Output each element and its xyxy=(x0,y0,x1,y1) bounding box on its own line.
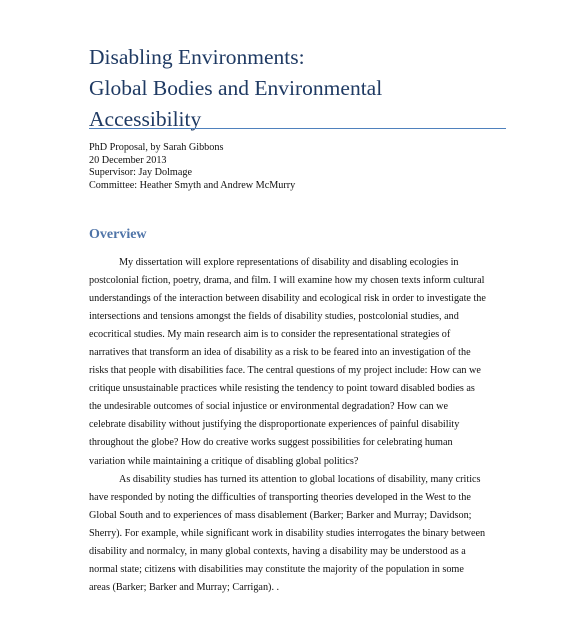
title-line: Global Bodies and Environmental xyxy=(89,76,383,100)
text-line: areas (Barker; Barker and Murray; Carrigan). . xyxy=(89,581,280,593)
text-line: understandings of the interaction between disability and ecological risk in order to investigate the xyxy=(89,293,486,305)
paragraph-2 xyxy=(89,471,506,597)
text-line: postcolonial fiction, poetry, drama, and film. I will examine how my chosen texts inform cultural xyxy=(89,275,485,287)
text-line: celebrate disability without justifying the disproportionate experiences of painful disability xyxy=(89,419,460,431)
text-line: variation while maintaining a critique of disabling global politics? xyxy=(89,455,359,467)
text-line: Global South and to experiences of mass disablement (Barker; Barker and Murray; Davidson; xyxy=(89,509,472,521)
text-line: critique unsustainable practices while resisting the tendency to point toward disabled bodies as xyxy=(89,383,475,395)
title-divider xyxy=(89,128,506,129)
text-line: disability and normalcy, in many global contexts, having a disability may be understood as a xyxy=(89,545,466,557)
committee-line: Committee: Heather Smyth and Andrew McMurry xyxy=(89,179,296,191)
text-line: throughout the globe? How do creative works suggest possibilities for celebrating human xyxy=(89,437,453,449)
supervisor-line: Supervisor: Jay Dolmage xyxy=(89,167,192,179)
date-line: 20 December 2013 xyxy=(89,154,167,166)
text-line: risks that people with disabilities face. The central questions of my project include: How can we xyxy=(89,365,481,377)
text-line: have responded by noting the difficulties of transporting theories developed in the West to the xyxy=(89,491,471,503)
text-line: Sherry). For example, while significant work in disability studies interrogates the binary between xyxy=(89,527,486,539)
text-line: intersections and tensions amongst the fields of disability studies, postcolonial studies, and xyxy=(89,311,459,323)
paragraph-1 xyxy=(89,254,506,471)
document-title xyxy=(89,42,529,135)
text-line: normal state; citizens with disabilities may constitute the majority of the population in some xyxy=(89,563,464,575)
text-line: the undesirable outcomes of social injustice or environmental degradation? How can we xyxy=(89,401,448,413)
author-line: PhD Proposal, by Sarah Gibbons xyxy=(89,142,224,153)
text-line: narratives that transform an idea of disability as a risk to be feared into an investigation of the xyxy=(89,347,471,359)
proposal-metadata xyxy=(89,142,295,192)
title-line: Accessibility xyxy=(89,107,202,131)
overview-body xyxy=(89,254,506,597)
text-line: ecocritical studies. My main research aim is to consider the representational strategies of xyxy=(89,329,451,341)
text-line: As disability studies has turned its attention to global locations of disability, many critics xyxy=(119,473,481,485)
text-line: My dissertation will explore representations of disability and disabling ecologies in xyxy=(119,257,459,268)
title-line: Disabling Environments: xyxy=(89,45,305,69)
section-heading-overview: Overview xyxy=(89,227,147,242)
